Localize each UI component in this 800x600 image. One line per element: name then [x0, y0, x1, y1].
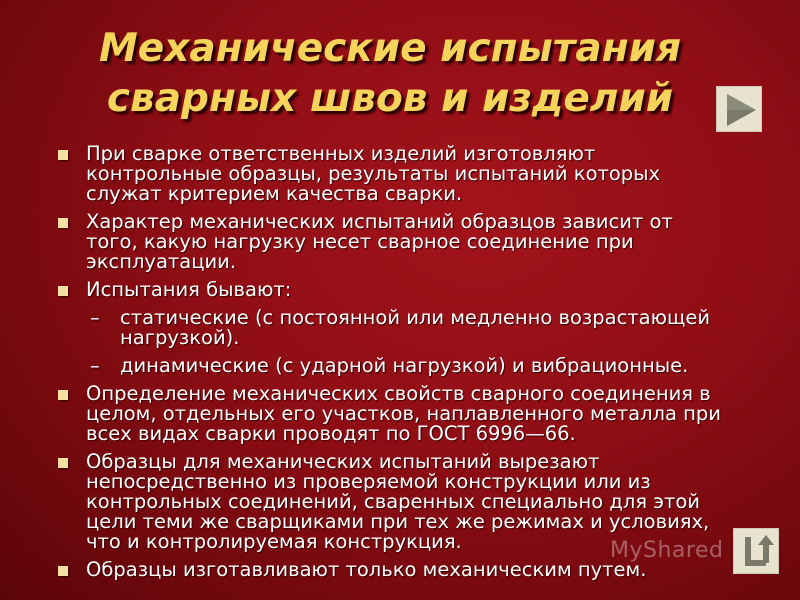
sub-item [58, 356, 728, 376]
dash-marker: – [90, 354, 100, 377]
bullet-text: При сварке ответственных изделий изготовляют контрольные образцы, результаты испытаний которых служат критерием качества сварки. [86, 142, 661, 205]
bullet-item [58, 144, 728, 204]
bullet-text: Испытания бывают: [86, 278, 292, 301]
slide-title-line-1: Механические испытания [98, 26, 682, 71]
bullet-text: Образцы изготавливают только механическим путем. [86, 558, 647, 581]
bullet-text: Характер механических испытаний образцов зависит от того, какую нагрузку несет сварное соединение при эксплуатации. [86, 210, 673, 273]
bullet-item [58, 212, 728, 272]
sub-item-text: динамические (с ударной нагрузкой) и вибрационные. [120, 354, 689, 377]
bullet-item [58, 560, 728, 580]
bullet-item [58, 384, 728, 444]
bullet-marker [58, 150, 68, 160]
bullet-item [58, 280, 728, 300]
bullet-marker [58, 286, 68, 296]
sub-item-text: статические (с постоянной или медленно возрастающей нагрузкой). [120, 306, 711, 349]
slide-title-line-2: сварных швов и изделий [106, 76, 674, 121]
slide-body [58, 144, 728, 588]
bullet-marker [58, 566, 68, 576]
bullet-text: Определение механических свойств сварного соединения в целом, отдельных его участков, наплавленного металла при всех видах сварки проводят по ГОСТ 6996—66. [86, 382, 721, 445]
bullet-marker [58, 390, 68, 400]
bullet-marker [58, 458, 68, 468]
bullet-marker [58, 218, 68, 228]
bullet-text: Образцы для механических испытаний вырезают непосредственно из проверяемой конструкции или из контрольных соединений, сваренных специально для этой цели теми же сварщиками при тех же режимах и условиях, что и контролируемая конструкция. [86, 450, 710, 553]
slide-title [60, 24, 720, 124]
sub-item [58, 308, 728, 348]
return-button[interactable] [733, 528, 779, 574]
dash-marker: – [90, 306, 100, 329]
bullet-item [58, 452, 728, 552]
next-slide-button[interactable] [716, 86, 762, 132]
play-arrow-icon [717, 87, 763, 133]
watermark-logo: MyShared [610, 538, 724, 563]
return-arrow-icon [734, 529, 780, 575]
